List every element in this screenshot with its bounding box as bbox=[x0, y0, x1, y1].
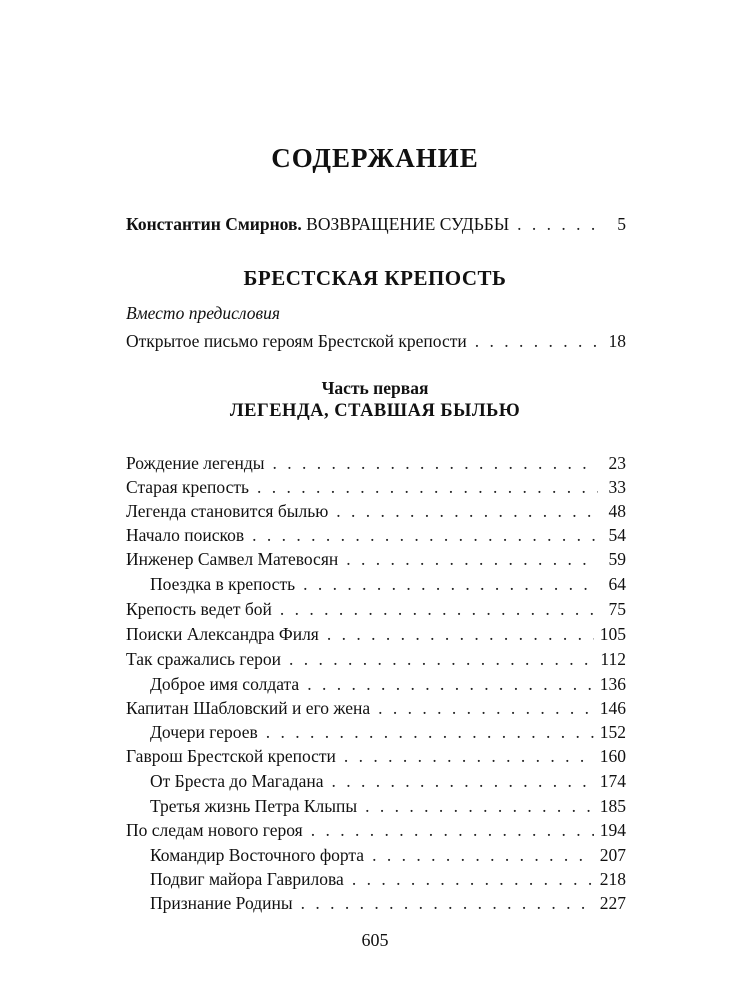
toc-subentry bbox=[150, 793, 626, 819]
intro-title: ВОЗВРАЩЕНИЕ СУДЬБЫ bbox=[306, 214, 510, 234]
intro-author: Константин Смирнов. bbox=[126, 214, 302, 234]
entry-page: 112 bbox=[600, 649, 626, 669]
entry-text: Подвиг майора Гаврилова bbox=[150, 869, 344, 889]
dot-leader bbox=[252, 522, 598, 548]
entry-page: 33 bbox=[608, 477, 626, 497]
entry-page: 105 bbox=[599, 624, 626, 644]
toc-entry bbox=[126, 817, 626, 843]
toc-subentry bbox=[150, 719, 626, 745]
dot-leader bbox=[280, 596, 598, 622]
toc-entry bbox=[126, 474, 626, 500]
entry-text: Признание Родины bbox=[150, 893, 293, 913]
toc-entry bbox=[126, 743, 626, 769]
intro-entry bbox=[126, 211, 626, 237]
toc-subentry bbox=[150, 866, 626, 892]
dot-leader bbox=[327, 621, 594, 647]
preface-label: Вместо предисловия bbox=[126, 303, 280, 323]
toc-entry bbox=[126, 498, 626, 524]
dot-leader bbox=[289, 646, 594, 672]
dot-leader bbox=[378, 695, 594, 721]
entry-text: Доброе имя солдата bbox=[150, 674, 300, 694]
intro-page: 5 bbox=[617, 214, 626, 234]
toc-entry bbox=[126, 596, 626, 622]
entry-page: 174 bbox=[599, 771, 626, 791]
entry-page: 207 bbox=[599, 845, 626, 865]
preface-entry bbox=[126, 328, 626, 354]
entry-page: 64 bbox=[608, 574, 626, 594]
toc-subentry bbox=[150, 768, 626, 794]
entry-page: 54 bbox=[608, 525, 626, 545]
entry-page: 136 bbox=[599, 674, 626, 694]
entry-text: Так сражались герои bbox=[126, 649, 281, 669]
entry-text: Рождение легенды bbox=[126, 453, 265, 473]
entry-page: 185 bbox=[599, 796, 626, 816]
entry-page: 48 bbox=[608, 501, 626, 521]
entry-page: 59 bbox=[608, 549, 626, 569]
entry-page: 18 bbox=[608, 331, 626, 351]
dot-leader bbox=[301, 890, 594, 916]
entry-page: 23 bbox=[608, 453, 626, 473]
entry-text: Поездка в крепость bbox=[150, 574, 296, 594]
toc-subentry bbox=[150, 671, 626, 697]
entry-text: Старая крепость bbox=[126, 477, 249, 497]
dot-leader bbox=[352, 866, 594, 892]
entry-text: Крепость ведет бой bbox=[126, 599, 272, 619]
entry-text: Гаврош Брестской крепости bbox=[126, 746, 336, 766]
toc-entry bbox=[126, 695, 626, 721]
toc-subentry bbox=[150, 842, 626, 868]
dot-leader bbox=[475, 328, 598, 354]
entry-page: 160 bbox=[599, 746, 626, 766]
entry-page: 194 bbox=[599, 820, 626, 840]
page-number: 605 bbox=[361, 930, 389, 950]
dot-leader bbox=[336, 498, 598, 524]
part-label: Часть первая bbox=[321, 378, 429, 398]
entry-text: По следам нового героя bbox=[126, 820, 303, 840]
entry-page: 146 bbox=[599, 698, 626, 718]
dot-leader bbox=[346, 546, 598, 572]
entry-text: Поиски Александра Филя bbox=[126, 624, 319, 644]
dot-leader bbox=[311, 817, 594, 843]
toc-subentry bbox=[150, 571, 626, 597]
dot-leader bbox=[517, 211, 598, 237]
entry-text: Начало поисков bbox=[126, 525, 245, 545]
entry-text: Третья жизнь Петра Клыпы bbox=[150, 796, 358, 816]
entry-text: От Бреста до Магадана bbox=[150, 771, 324, 791]
section-title: БРЕСТСКАЯ КРЕПОСТЬ bbox=[243, 266, 507, 290]
dot-leader bbox=[257, 474, 598, 500]
entry-page: 218 bbox=[599, 869, 626, 889]
toc-entry bbox=[126, 546, 626, 572]
dot-leader bbox=[303, 571, 598, 597]
dot-leader bbox=[266, 719, 594, 745]
entry-text: Открытое письмо героям Брестской крепости bbox=[126, 331, 467, 351]
entry-text: Командир Восточного форта bbox=[150, 845, 365, 865]
dot-leader bbox=[307, 671, 594, 697]
entry-text: Дочери героев bbox=[150, 722, 258, 742]
dot-leader bbox=[344, 743, 594, 769]
page-title: СОДЕРЖАНИЕ bbox=[271, 143, 479, 173]
entry-page: 152 bbox=[599, 722, 626, 742]
toc-entry bbox=[126, 621, 626, 647]
part-title: ЛЕГЕНДА, СТАВШАЯ БЫЛЬЮ bbox=[229, 401, 521, 421]
dot-leader bbox=[365, 793, 594, 819]
entry-page: 75 bbox=[608, 599, 626, 619]
toc-subentry bbox=[150, 890, 626, 916]
entry-text: Инженер Самвел Матевосян bbox=[126, 549, 339, 569]
toc-entry bbox=[126, 522, 626, 548]
dot-leader bbox=[372, 842, 594, 868]
dot-leader bbox=[332, 768, 594, 794]
toc-entry bbox=[126, 646, 626, 672]
entry-text: Капитан Шабловский и его жена bbox=[126, 698, 371, 718]
toc-entry bbox=[126, 450, 626, 476]
entry-page: 227 bbox=[599, 893, 626, 913]
entry-text: Легенда становится былью bbox=[126, 501, 329, 521]
dot-leader bbox=[273, 450, 599, 476]
